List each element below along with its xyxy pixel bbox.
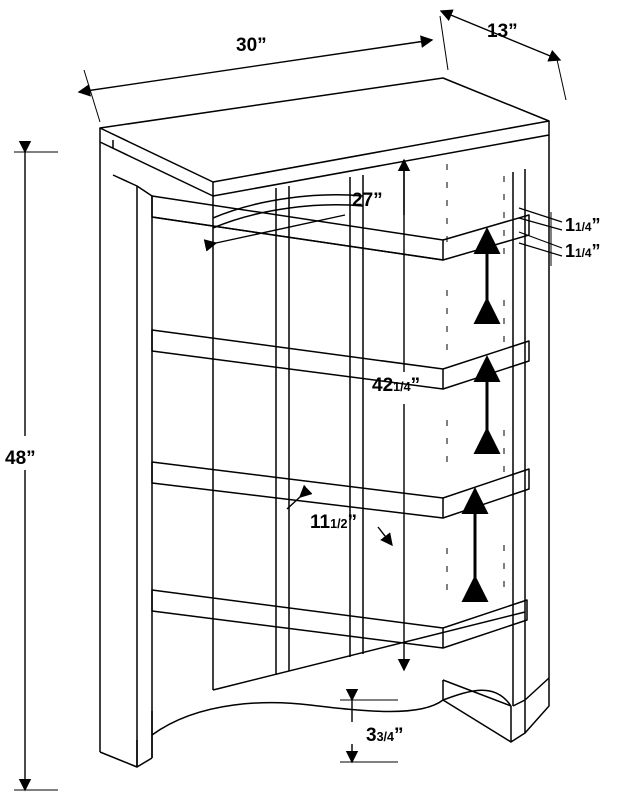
dim-height-48 xyxy=(14,152,58,790)
dim-label-shelf-width: 27” xyxy=(352,190,383,211)
dim-label-depth: 13” xyxy=(487,21,518,42)
bookcase-body xyxy=(100,78,549,767)
dim-label-height: 48” xyxy=(5,448,36,469)
dim-label-side-panel-a: 11/4” xyxy=(565,215,601,235)
dim-label-interior-height: 421/4” xyxy=(372,375,421,396)
shelf-gap-arrows xyxy=(475,230,487,578)
dim-label-width: 30” xyxy=(236,35,267,56)
dim-label-side-panel-b: 11/4” xyxy=(565,241,601,261)
dimension-lines xyxy=(14,11,566,790)
dim-width-30 xyxy=(79,16,448,122)
dim-label-base-height: 33/4” xyxy=(366,725,404,746)
dim-label-shelf-depth: 111/2” xyxy=(310,512,358,533)
